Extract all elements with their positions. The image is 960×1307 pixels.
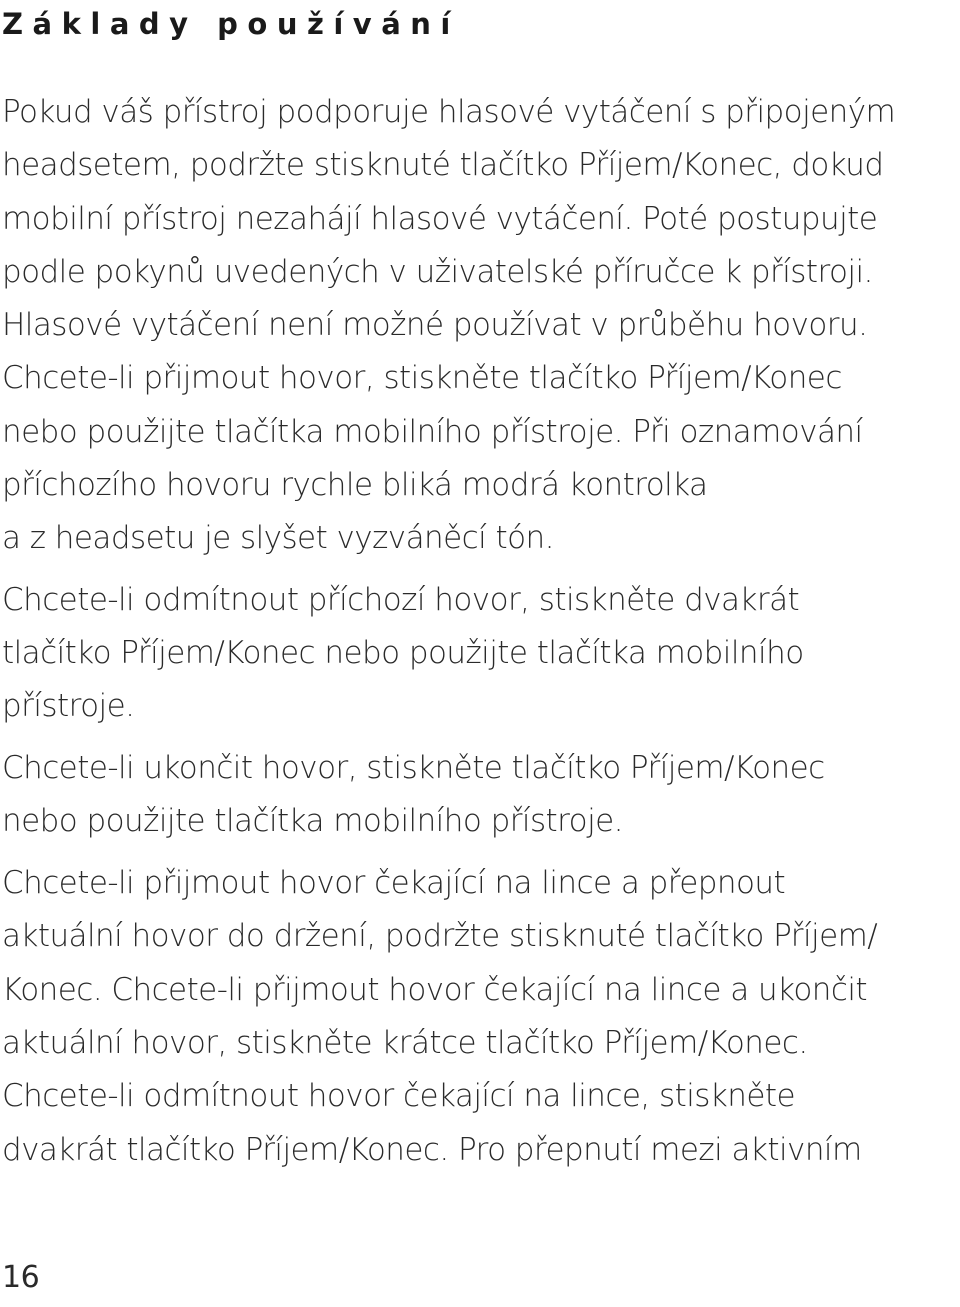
section-title: Základy používání — [2, 7, 460, 41]
text-line: Chcete-li přijmout hovor čekající na lince a přepnout — [2, 865, 786, 902]
body-text — [2, 86, 960, 1177]
text-line: aktuální hovor, stiskněte krátce tlačítko Příjem/Konec. — [2, 1025, 808, 1062]
paragraph-call-waiting — [2, 857, 960, 1177]
text-line: Chcete-li přijmout hovor, stiskněte tlačítko Příjem/Konec — [2, 360, 842, 397]
text-line: Pokud váš přístroj podporuje hlasové vytáčení s připojeným — [2, 94, 896, 130]
text-line: Hlasové vytáčení není možné používat v průběhu hovoru. — [2, 307, 868, 344]
text-line: Chcete-li ukončit hovor, stiskněte tlačítko Příjem/Konec — [2, 749, 825, 786]
text-line: Chcete-li odmítnout příchozí hovor, stiskněte dvakrát — [2, 581, 800, 618]
text-line: a z headsetu je slyšet vyzváněcí tón. — [2, 520, 554, 557]
text-line: mobilní přístroj nezahájí hlasové vytáčení. Poté postupujte — [2, 200, 878, 237]
paragraph-end-call — [2, 742, 960, 849]
page-number: 16 — [2, 1260, 40, 1295]
text-line: podle pokynů uvedených v uživatelské příručce k přístroji. — [2, 253, 873, 290]
text-line: dvakrát tlačítko Příjem/Konec. Pro přepnutí mezi aktivním — [2, 1131, 862, 1168]
text-line: nebo použijte tlačítka mobilního přístroje. Při oznamování — [2, 413, 863, 450]
paragraph-answer-call — [2, 352, 960, 565]
text-line: přístroje. — [2, 688, 135, 725]
paragraph-voice-dialing — [2, 86, 960, 352]
text-line: aktuální hovor do držení, podržte stisknuté tlačítko Příjem/ — [2, 918, 878, 955]
paragraph-reject-call — [2, 574, 960, 734]
text-line: Chcete-li odmítnout hovor čekající na lince, stiskněte — [2, 1078, 796, 1115]
text-line: tlačítko Příjem/Konec nebo použijte tlačítka mobilního — [2, 634, 804, 671]
text-line: příchozího hovoru rychle bliká modrá kontrolka — [2, 467, 708, 504]
text-line: nebo použijte tlačítka mobilního přístroje. — [2, 802, 623, 839]
text-line: Konec. Chcete-li přijmout hovor čekající na lince a ukončit — [2, 971, 868, 1008]
text-line: headsetem, podržte stisknuté tlačítko Příjem/Konec, dokud — [2, 147, 884, 184]
